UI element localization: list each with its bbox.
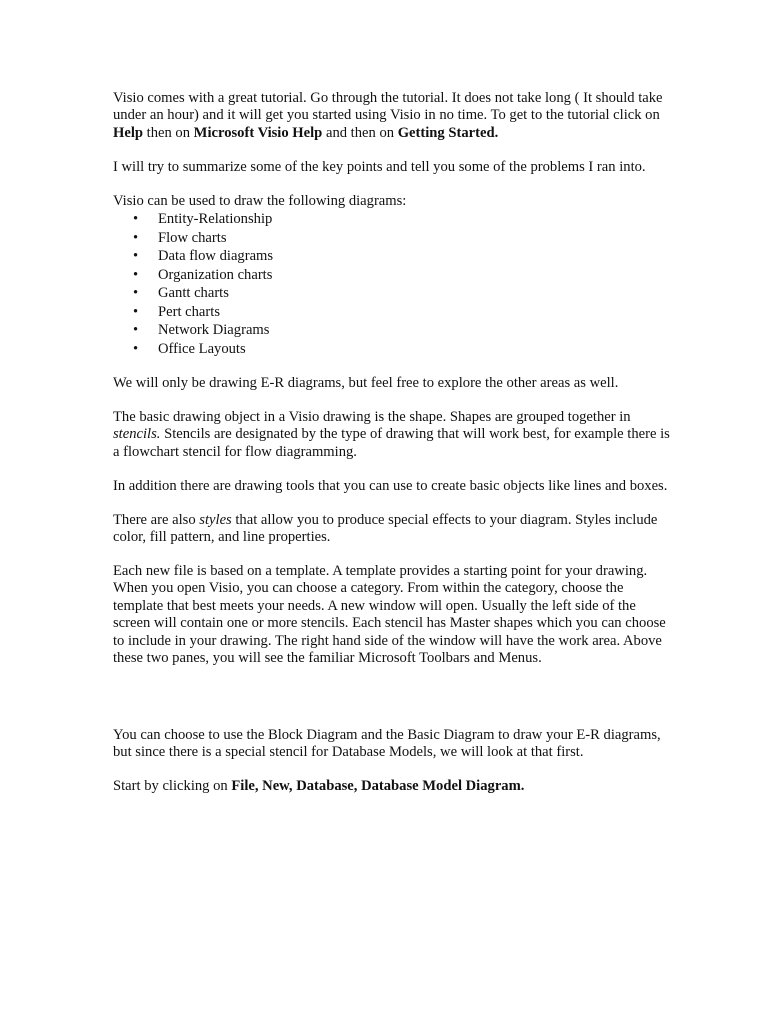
bullet-icon: • [133, 211, 139, 228]
diagram-list-item-label: Organization charts [158, 266, 273, 283]
diagram-type-list [113, 210, 673, 358]
intro-paragraph [113, 90, 673, 142]
bullet-icon: • [133, 340, 139, 357]
diagram-list-item-label: Office Layouts [158, 340, 246, 357]
bullet-icon: • [133, 248, 139, 265]
diagram-list-item-label: Gantt charts [158, 285, 229, 302]
diagram-list-item [113, 321, 673, 340]
diagram-list-item-label: Entity-Relationship [158, 211, 273, 228]
styles-paragraph [113, 512, 673, 547]
styles-text-2: that allow you to produce special effects to your diagram. Styles include color, fill pattern, and line properties. [113, 511, 658, 546]
shape-text: The basic drawing object in a Visio drawing is the shape. Shapes are grouped together in [113, 408, 631, 425]
block-diagram-paragraph: You can choose to use the Block Diagram and the Basic Diagram to draw your E-R diagrams, but since there is a special stencil for Database Models, we will look at that first. [113, 727, 661, 761]
drawing-tools-paragraph: In addition there are drawing tools that you can use to create basic objects like lines and boxes. [113, 477, 668, 494]
styles-term: styles [199, 511, 232, 528]
diagram-list-item-label: Data flow diagrams [158, 248, 274, 265]
diagram-list-item [113, 229, 673, 248]
diagram-list-item [113, 210, 673, 229]
styles-text: There are also [113, 511, 200, 528]
stencils-term: stencils. [113, 426, 161, 443]
diagram-list-item-label: Pert charts [158, 303, 221, 320]
start-paragraph [113, 778, 673, 795]
bullet-icon: • [133, 322, 139, 339]
diagram-list-item [113, 284, 673, 303]
blank-space [113, 684, 673, 727]
diagram-list-item [113, 303, 673, 322]
intro-text-2: then on [143, 124, 194, 141]
help-menu-ref: Help [113, 124, 143, 141]
intro-text: Visio comes with a great tutorial. Go through the tutorial. It does not take long ( It should take under an hour) and it will get you started using Visio in no time. To get to the tutorial click on [113, 90, 663, 124]
summary-paragraph: I will try to summarize some of the key points and tell you some of the problems I ran into. [113, 158, 646, 175]
getting-started-ref: Getting Started. [397, 124, 499, 141]
er-paragraph: We will only be drawing E-R diagrams, but feel free to explore the other areas as well. [113, 374, 619, 391]
bullet-icon: • [133, 303, 139, 320]
visio-help-ref: Microsoft Visio Help [193, 124, 323, 141]
diagram-list-intro: Visio can be used to draw the following diagrams: [113, 192, 407, 209]
shape-paragraph [113, 409, 673, 461]
menu-path-ref: File, New, Database, Database Model Diagram. [231, 778, 525, 795]
bullet-icon: • [133, 285, 139, 302]
bullet-icon: • [133, 229, 139, 246]
diagram-list-item [113, 266, 673, 285]
bullet-icon: • [133, 266, 139, 283]
shape-text-2: Stencils are designated by the type of drawing that will work best, for example there is a flowchart stencil for flow diagramming. [113, 426, 670, 460]
template-paragraph: Each new file is based on a template. A template provides a starting point for your drawing. When you open Visio, you can choose a category. From within the category, choose the template that best meets your needs. A new window will open. Usually the left side of the screen will contain one or more stencils. Each stencil has Master shapes which you can choose to include in your drawing. The right hand side of the window will have the work area. Above these two panes, you will see the familiar Microsoft Toolbars and Menus. [113, 563, 666, 667]
diagram-list-item [113, 247, 673, 266]
diagram-list-item-label: Network Diagrams [158, 322, 270, 339]
diagram-list-item [113, 340, 673, 359]
diagram-list-item-label: Flow charts [158, 229, 227, 246]
start-text: Start by clicking on [113, 778, 232, 795]
document-page [113, 90, 673, 812]
intro-text-3: and then on [322, 124, 398, 141]
